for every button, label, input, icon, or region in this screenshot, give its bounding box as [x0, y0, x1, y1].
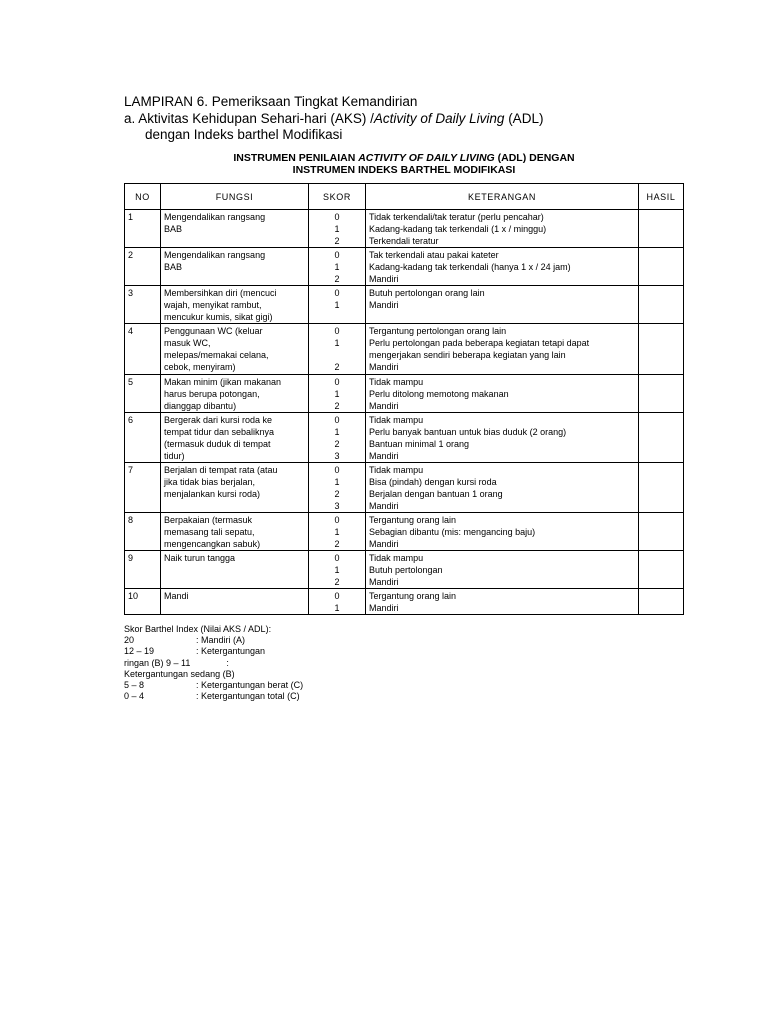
fungsi-line: (termasuk duduk di tempat	[164, 439, 271, 449]
skor-value: 1	[334, 527, 340, 537]
skor-value: 3	[334, 501, 340, 511]
keterangan-line: Terkendali teratur	[369, 236, 439, 246]
keterangan-line: Butuh pertolongan orang lain	[369, 288, 485, 298]
skor-value: 1	[334, 300, 340, 310]
page-title: LAMPIRAN 6. Pemeriksaan Tingkat Kemandirian	[124, 94, 418, 109]
keterangan-line: Sebagian dibantu (mis: mengancing baju)	[369, 527, 536, 537]
section-title	[124, 110, 543, 127]
keterangan-line: Mandiri	[369, 300, 399, 310]
header-hasil: HASIL	[639, 184, 684, 210]
cell-keterangan	[366, 463, 639, 513]
cell-no: 7	[125, 463, 161, 513]
keterangan-line: Mandiri	[369, 401, 399, 411]
skor-value: 2	[334, 236, 340, 246]
cell-fungsi	[161, 210, 309, 248]
cell-keterangan	[366, 210, 639, 248]
legend-range: 12 – 19	[124, 646, 155, 657]
cell-fungsi	[161, 286, 309, 324]
header-keterangan: KETERANGAN	[366, 184, 639, 210]
keterangan-line: Bisa (pindah) dengan kursi roda	[369, 477, 497, 487]
cell-skor	[309, 463, 366, 513]
table-caption	[124, 152, 684, 164]
legend-category: : Ketergantungan berat (C)	[196, 680, 304, 691]
cell-hasil	[639, 413, 684, 463]
cell-skor	[309, 375, 366, 413]
skor-value: 1	[334, 338, 340, 348]
cell-keterangan	[366, 324, 639, 375]
skor-value: 1	[334, 262, 340, 272]
table-row	[125, 589, 684, 615]
cell-hasil	[639, 324, 684, 375]
skor-value: 2	[334, 362, 340, 372]
legend-row	[124, 635, 303, 646]
fungsi-line: Makan minim (jikan makanan	[164, 377, 282, 387]
legend-category: : Ketergantungan	[196, 646, 266, 657]
cell-fungsi	[161, 589, 309, 615]
skor-value: 1	[334, 603, 340, 613]
cell-fungsi	[161, 463, 309, 513]
fungsi-line: memasang tali sepatu,	[164, 527, 255, 537]
table-caption-part-b: (ADL) DENGAN	[494, 152, 575, 164]
table-header-row	[125, 184, 684, 210]
skor-value: 0	[334, 591, 340, 601]
keterangan-line: Mandiri	[369, 451, 399, 461]
cell-fungsi	[161, 413, 309, 463]
skor-value: 0	[334, 212, 340, 222]
fungsi-line: melepas/memakai celana,	[164, 350, 269, 360]
keterangan-line: Tidak mampu	[369, 377, 424, 387]
skor-value: 0	[334, 465, 340, 475]
table-row	[125, 210, 684, 248]
keterangan-line: Tergantung orang lain	[369, 591, 457, 601]
fungsi-line: Naik turun tangga	[164, 553, 236, 563]
legend-range: 0 – 4	[124, 691, 145, 702]
keterangan-line: Mandiri	[369, 577, 399, 587]
fungsi-line: mengencangkan sabuk)	[164, 539, 261, 549]
cell-hasil	[639, 375, 684, 413]
legend-rows	[124, 635, 303, 702]
cell-keterangan	[366, 375, 639, 413]
keterangan-line: Tergantung orang lain	[369, 515, 457, 525]
fungsi-line: Mengendalikan rangsang	[164, 250, 266, 260]
keterangan-line: Kadang-kadang tak terkendali (1 x / minggu)	[369, 224, 547, 234]
skor-value: 1	[334, 477, 340, 487]
skor-value: 2	[334, 539, 340, 549]
cell-hasil	[639, 248, 684, 286]
cell-hasil	[639, 589, 684, 615]
keterangan-line: Perlu banyak bantuan untuk bias duduk (2 orang)	[369, 427, 567, 437]
cell-no: 4	[125, 324, 161, 375]
legend-category: : Mandiri (A)	[196, 635, 246, 646]
cell-hasil	[639, 463, 684, 513]
table-caption-italic: ACTIVITY OF DAILY LIVING	[358, 152, 495, 164]
cell-hasil	[639, 210, 684, 248]
table-row	[125, 324, 684, 375]
cell-no: 10	[125, 589, 161, 615]
table-caption-line2: INSTRUMEN INDEKS BARTHEL MODIFIKASI	[292, 164, 516, 176]
fungsi-line: BAB	[164, 224, 183, 234]
table-row	[125, 286, 684, 324]
cell-keterangan	[366, 248, 639, 286]
cell-fungsi	[161, 513, 309, 551]
skor-value: 0	[334, 288, 340, 298]
adl-table	[124, 183, 684, 615]
legend-range: 5 – 8	[124, 680, 145, 691]
cell-fungsi	[161, 375, 309, 413]
table-row	[125, 463, 684, 513]
legend-row	[124, 691, 303, 702]
cell-fungsi	[161, 551, 309, 589]
barthel-score-legend	[124, 624, 303, 702]
cell-skor	[309, 551, 366, 589]
table-caption-part-a: INSTRUMEN PENILAIAN	[233, 152, 359, 164]
skor-value: 0	[334, 250, 340, 260]
keterangan-line: Mandiri	[369, 362, 399, 372]
legend-range: 20	[124, 635, 135, 646]
skor-value: 2	[334, 489, 340, 499]
cell-fungsi	[161, 324, 309, 375]
skor-value: 0	[334, 553, 340, 563]
skor-value: 2	[334, 401, 340, 411]
skor-value: 0	[334, 415, 340, 425]
fungsi-line: Bergerak dari kursi roda ke	[164, 415, 273, 425]
fungsi-line: wajah, menyikat rambut,	[164, 300, 262, 310]
legend-category: : Ketergantungan total (C)	[196, 691, 300, 702]
skor-value: 1	[334, 565, 340, 575]
keterangan-line: Tak terkendali atau pakai kateter	[369, 250, 499, 260]
fungsi-line: dianggap dibantu)	[164, 401, 237, 411]
cell-hasil	[639, 286, 684, 324]
keterangan-line: Kadang-kadang tak terkendali (hanya 1 x / 24 jam)	[369, 262, 571, 272]
section-title-italic: Activity of Daily Living	[373, 111, 505, 126]
keterangan-line: Bantuan minimal 1 orang	[369, 439, 470, 449]
section-title-part-a: a. Aktivitas Kehidupan Sehari-hari (AKS) /	[124, 111, 374, 126]
keterangan-line: Tidak terkendali/tak teratur (perlu pencahar)	[369, 212, 544, 222]
cell-no: 9	[125, 551, 161, 589]
cell-keterangan	[366, 286, 639, 324]
legend-row	[124, 646, 303, 657]
header-skor: SKOR	[309, 184, 366, 210]
keterangan-line: mengerjakan sendiri beberapa kegiatan yang lain	[369, 350, 566, 360]
fungsi-line: Mandi	[164, 591, 189, 601]
fungsi-line: Membersihkan diri (mencuci	[164, 288, 277, 298]
section-title-part-b: (ADL)	[504, 111, 544, 126]
cell-skor	[309, 413, 366, 463]
keterangan-line: Tidak mampu	[369, 465, 424, 475]
keterangan-line: Mandiri	[369, 603, 399, 613]
cell-no: 5	[125, 375, 161, 413]
fungsi-line: mencukur kumis, sikat gigi)	[164, 312, 273, 322]
cell-skor	[309, 589, 366, 615]
cell-keterangan	[366, 513, 639, 551]
cell-skor	[309, 286, 366, 324]
fungsi-line: cebok, menyiram)	[164, 362, 236, 372]
fungsi-line: tempat tidur dan sebaliknya	[164, 427, 275, 437]
fungsi-line: Penggunaan WC (keluar	[164, 326, 263, 336]
keterangan-line: Mandiri	[369, 539, 399, 549]
cell-fungsi	[161, 248, 309, 286]
legend-row	[124, 669, 303, 680]
cell-no: 6	[125, 413, 161, 463]
keterangan-line: Tidak mampu	[369, 415, 424, 425]
skor-value: 0	[334, 515, 340, 525]
fungsi-line: masuk WC,	[164, 338, 211, 348]
skor-value: 1	[334, 427, 340, 437]
keterangan-line: Mandiri	[369, 274, 399, 284]
skor-value: 1	[334, 224, 340, 234]
cell-no: 2	[125, 248, 161, 286]
cell-hasil	[639, 513, 684, 551]
legend-category: :	[226, 657, 229, 668]
keterangan-line: Mandiri	[369, 501, 399, 511]
cell-no: 3	[125, 286, 161, 324]
cell-no: 8	[125, 513, 161, 551]
skor-value	[312, 349, 362, 361]
section-title-line2: dengan Indeks barthel Modifikasi	[145, 127, 343, 142]
keterangan-line: Berjalan dengan bantuan 1 orang	[369, 489, 503, 499]
fungsi-line: Berjalan di tempat rata (atau	[164, 465, 278, 475]
fungsi-line: menjalankan kursi roda)	[164, 489, 261, 499]
cell-skor	[309, 324, 366, 375]
cell-no: 1	[125, 210, 161, 248]
cell-skor	[309, 248, 366, 286]
cell-skor	[309, 210, 366, 248]
keterangan-line: Butuh pertolongan	[369, 565, 443, 575]
legend-row	[124, 680, 303, 691]
fungsi-line: harus berupa potongan,	[164, 389, 260, 399]
keterangan-line: Perlu pertolongan pada beberapa kegiatan tetapi dapat	[369, 338, 590, 348]
skor-value: 1	[334, 389, 340, 399]
skor-value: 3	[334, 451, 340, 461]
fungsi-line: BAB	[164, 262, 183, 272]
fungsi-line: tidur)	[164, 451, 185, 461]
skor-value: 0	[334, 326, 340, 336]
keterangan-line: Tidak mampu	[369, 553, 424, 563]
skor-value: 2	[334, 274, 340, 284]
table-row	[125, 375, 684, 413]
table-row	[125, 513, 684, 551]
legend-title: Skor Barthel Index (Nilai AKS / ADL):	[124, 624, 272, 634]
cell-keterangan	[366, 413, 639, 463]
legend-range: ringan (B) 9 – 11	[124, 657, 191, 668]
skor-value: 2	[334, 439, 340, 449]
skor-value: 0	[334, 377, 340, 387]
fungsi-line: Berpakaian (termasuk	[164, 515, 253, 525]
cell-skor	[309, 513, 366, 551]
cell-hasil	[639, 551, 684, 589]
header-fungsi: FUNGSI	[161, 184, 309, 210]
fungsi-line: jika tidak bias berjalan,	[164, 477, 256, 487]
keterangan-line: Perlu ditolong memotong makanan	[369, 389, 509, 399]
legend-row	[124, 658, 303, 669]
table-row	[125, 413, 684, 463]
cell-keterangan	[366, 551, 639, 589]
table-row	[125, 248, 684, 286]
cell-keterangan	[366, 589, 639, 615]
table-row	[125, 551, 684, 589]
skor-value: 2	[334, 577, 340, 587]
legend-range: Ketergantungan sedang (B)	[124, 668, 235, 679]
header-no: NO	[125, 184, 161, 210]
fungsi-line: Mengendalikan rangsang	[164, 212, 266, 222]
keterangan-line: Tergantung pertolongan orang lain	[369, 326, 507, 336]
